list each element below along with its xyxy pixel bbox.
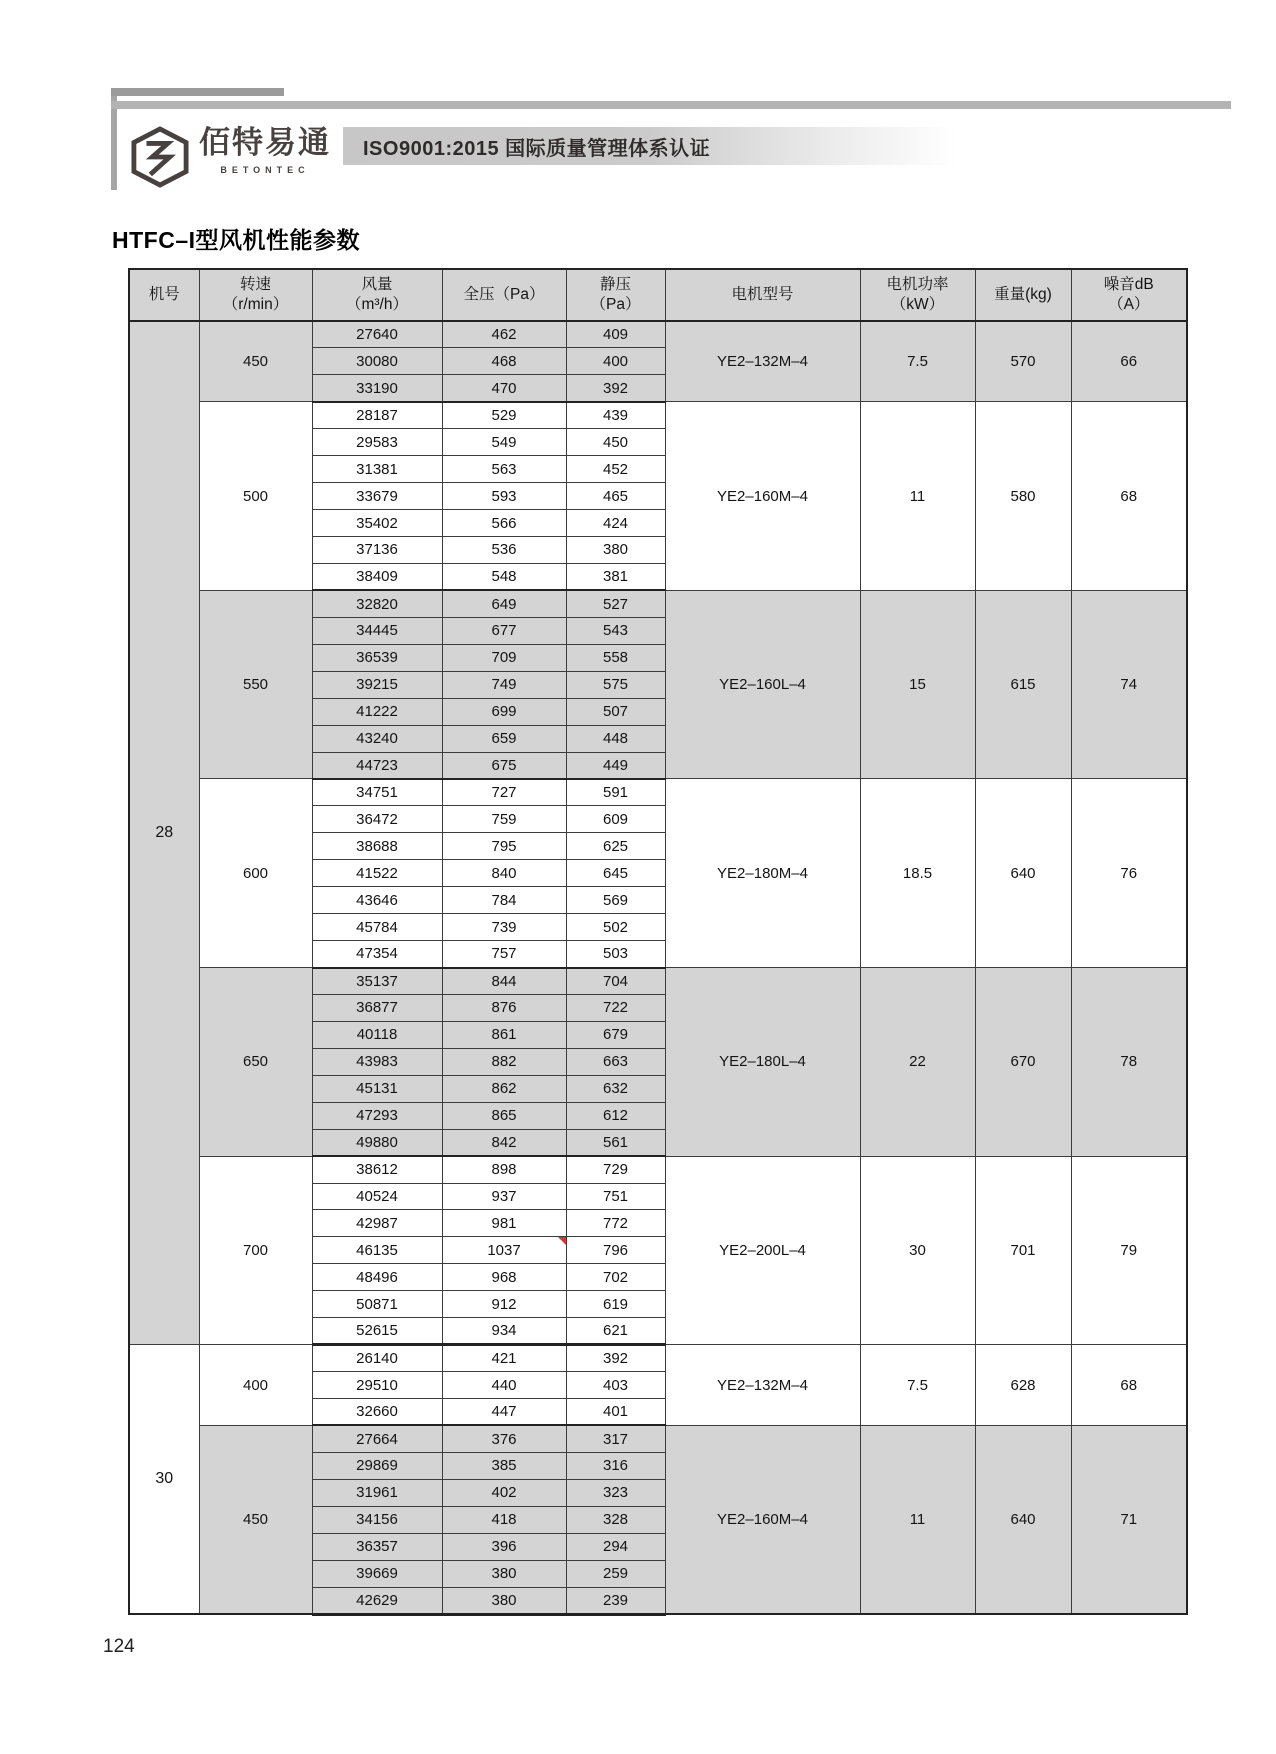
cell-static-pressure: 465 — [566, 483, 665, 510]
cell-total-pressure: 739 — [442, 914, 566, 941]
cell-static-pressure: 401 — [566, 1399, 665, 1426]
cell-airflow: 43646 — [312, 887, 442, 914]
cell-noise: 66 — [1071, 321, 1187, 402]
cell-noise: 68 — [1071, 1345, 1187, 1426]
cell-total-pressure: 549 — [442, 429, 566, 456]
cell-static-pressure: 702 — [566, 1264, 665, 1291]
decorative-bar-long — [111, 101, 1231, 109]
cell-static-pressure: 316 — [566, 1452, 665, 1479]
cell-motor-power: 30 — [860, 1156, 975, 1345]
cell-motor-power: 18.5 — [860, 779, 975, 968]
cell-airflow: 36357 — [312, 1533, 442, 1560]
cell-static-pressure: 632 — [566, 1075, 665, 1102]
cell-static-pressure: 722 — [566, 994, 665, 1021]
cell-static-pressure: 392 — [566, 375, 665, 402]
cell-static-pressure: 625 — [566, 833, 665, 860]
cell-static-pressure: 663 — [566, 1048, 665, 1075]
cell-airflow: 26140 — [312, 1345, 442, 1372]
cell-total-pressure: 385 — [442, 1452, 566, 1479]
cell-static-pressure: 704 — [566, 968, 665, 995]
cell-speed: 650 — [199, 968, 312, 1157]
col-header-weight: 重量(kg) — [975, 269, 1071, 321]
cell-static-pressure: 317 — [566, 1425, 665, 1452]
cell-airflow: 48496 — [312, 1264, 442, 1291]
cell-airflow: 34751 — [312, 779, 442, 806]
cell-airflow: 45131 — [312, 1075, 442, 1102]
cell-total-pressure: 659 — [442, 725, 566, 752]
cell-weight: 570 — [975, 321, 1071, 402]
cell-total-pressure: 795 — [442, 833, 566, 860]
cell-static-pressure: 503 — [566, 941, 665, 968]
cell-airflow: 34445 — [312, 617, 442, 644]
table-row — [129, 1425, 1187, 1452]
cell-weight: 628 — [975, 1345, 1071, 1426]
cell-airflow: 45784 — [312, 914, 442, 941]
col-header-total-pressure: 全压（Pa） — [442, 269, 566, 321]
cell-motor-power: 7.5 — [860, 321, 975, 402]
cell-airflow: 33190 — [312, 375, 442, 402]
cell-noise: 79 — [1071, 1156, 1187, 1345]
cell-total-pressure: 861 — [442, 1021, 566, 1048]
cell-machine-no: 30 — [129, 1345, 199, 1614]
cell-static-pressure: 527 — [566, 590, 665, 617]
cell-static-pressure: 381 — [566, 563, 665, 590]
cell-total-pressure: 844 — [442, 968, 566, 995]
cell-static-pressure: 561 — [566, 1129, 665, 1156]
cell-total-pressure: 934 — [442, 1318, 566, 1345]
cell-airflow: 32820 — [312, 590, 442, 617]
cell-static-pressure: 439 — [566, 402, 665, 429]
cell-airflow: 29510 — [312, 1372, 442, 1399]
cell-total-pressure: 440 — [442, 1372, 566, 1399]
cell-static-pressure: 612 — [566, 1102, 665, 1129]
cell-static-pressure: 502 — [566, 914, 665, 941]
cell-total-pressure: 968 — [442, 1264, 566, 1291]
cell-static-pressure: 575 — [566, 671, 665, 698]
cell-noise: 76 — [1071, 779, 1187, 968]
betontec-logo — [131, 122, 331, 188]
fan-spec-table — [128, 268, 1188, 1616]
table-row — [129, 1345, 1187, 1372]
cell-motor-power: 11 — [860, 402, 975, 591]
cell-motor-model: YE2–160L–4 — [665, 590, 860, 779]
cell-motor-model: YE2–160M–4 — [665, 402, 860, 591]
cell-weight: 640 — [975, 779, 1071, 968]
cell-total-pressure: 749 — [442, 671, 566, 698]
logo-chinese-name: 佰特易通 — [199, 125, 331, 160]
cell-motor-model: YE2–200L–4 — [665, 1156, 860, 1345]
cell-total-pressure: 709 — [442, 644, 566, 671]
cell-total-pressure: 402 — [442, 1479, 566, 1506]
cell-total-pressure: 566 — [442, 510, 566, 537]
cell-total-pressure: 937 — [442, 1183, 566, 1210]
cell-total-pressure: 876 — [442, 994, 566, 1021]
cell-speed: 700 — [199, 1156, 312, 1345]
cell-speed: 550 — [199, 590, 312, 779]
cell-static-pressure: 409 — [566, 321, 665, 348]
cell-static-pressure: 621 — [566, 1318, 665, 1345]
cell-airflow: 27664 — [312, 1425, 442, 1452]
cell-total-pressure: 470 — [442, 375, 566, 402]
cell-total-pressure: 548 — [442, 563, 566, 590]
cell-motor-power: 15 — [860, 590, 975, 779]
cell-total-pressure: 462 — [442, 321, 566, 348]
cell-static-pressure: 424 — [566, 510, 665, 537]
cell-weight: 640 — [975, 1425, 1071, 1614]
cell-static-pressure: 323 — [566, 1479, 665, 1506]
cell-static-pressure: 259 — [566, 1560, 665, 1587]
cell-static-pressure: 558 — [566, 644, 665, 671]
cell-noise: 74 — [1071, 590, 1187, 779]
cell-static-pressure: 619 — [566, 1291, 665, 1318]
cell-total-pressure: 421 — [442, 1345, 566, 1372]
cell-total-pressure: 727 — [442, 779, 566, 806]
cell-total-pressure: 468 — [442, 348, 566, 375]
cell-static-pressure: 609 — [566, 806, 665, 833]
cell-airflow: 34156 — [312, 1506, 442, 1533]
cell-speed: 450 — [199, 1425, 312, 1614]
cell-airflow: 27640 — [312, 321, 442, 348]
cell-airflow: 38612 — [312, 1156, 442, 1183]
cell-total-pressure: 699 — [442, 698, 566, 725]
cell-static-pressure: 328 — [566, 1506, 665, 1533]
col-header-machine-no: 机号 — [129, 269, 199, 321]
cell-static-pressure: 294 — [566, 1533, 665, 1560]
table-row — [129, 779, 1187, 806]
cell-total-pressure: 784 — [442, 887, 566, 914]
cell-speed: 500 — [199, 402, 312, 591]
iso-certification-text: ISO9001:2015 国际质量管理体系认证 — [363, 137, 711, 160]
cell-airflow: 29583 — [312, 429, 442, 456]
cell-static-pressure: 450 — [566, 429, 665, 456]
cell-airflow: 44723 — [312, 752, 442, 779]
cell-total-pressure: 882 — [442, 1048, 566, 1075]
cell-total-pressure: 418 — [442, 1506, 566, 1533]
cell-static-pressure: 543 — [566, 617, 665, 644]
cell-static-pressure: 400 — [566, 348, 665, 375]
cell-airflow: 37136 — [312, 537, 442, 564]
cell-airflow: 42629 — [312, 1587, 442, 1614]
cell-airflow: 41222 — [312, 698, 442, 725]
cell-noise: 71 — [1071, 1425, 1187, 1614]
cell-weight: 701 — [975, 1156, 1071, 1345]
cell-static-pressure: 449 — [566, 752, 665, 779]
cell-static-pressure: 507 — [566, 698, 665, 725]
cell-total-pressure: 981 — [442, 1210, 566, 1237]
cell-airflow: 42987 — [312, 1210, 442, 1237]
cell-total-pressure: 677 — [442, 617, 566, 644]
cell-total-pressure: 563 — [442, 456, 566, 483]
col-header-noise: 噪音dB （A） — [1071, 269, 1187, 321]
page-title: HTFC–I型风机性能参数 — [112, 227, 360, 253]
cell-total-pressure: 593 — [442, 483, 566, 510]
table-row — [129, 590, 1187, 617]
cell-motor-model: YE2–132M–4 — [665, 321, 860, 402]
cell-airflow: 40118 — [312, 1021, 442, 1048]
cell-static-pressure: 392 — [566, 1345, 665, 1372]
table-row — [129, 402, 1187, 429]
betontec-logo-text — [199, 122, 331, 175]
cell-static-pressure: 729 — [566, 1156, 665, 1183]
cell-total-pressure: 840 — [442, 860, 566, 887]
cell-total-pressure: 675 — [442, 752, 566, 779]
cell-airflow: 43983 — [312, 1048, 442, 1075]
betontec-logo-icon — [131, 126, 189, 188]
cell-total-pressure: 898 — [442, 1156, 566, 1183]
table-body — [129, 321, 1187, 1614]
cell-airflow: 33679 — [312, 483, 442, 510]
cell-speed: 400 — [199, 1345, 312, 1426]
cell-motor-model: YE2–132M–4 — [665, 1345, 860, 1426]
col-header-airflow: 风量 （m³/h） — [312, 269, 442, 321]
cell-static-pressure: 448 — [566, 725, 665, 752]
cell-total-pressure: 447 — [442, 1399, 566, 1426]
cell-total-pressure: 862 — [442, 1075, 566, 1102]
col-header-motor-model: 电机型号 — [665, 269, 860, 321]
cell-machine-no: 28 — [129, 321, 199, 1345]
cell-total-pressure: 380 — [442, 1587, 566, 1614]
cell-airflow: 39669 — [312, 1560, 442, 1587]
page-number: 124 — [103, 1636, 135, 1657]
cell-airflow: 29869 — [312, 1452, 442, 1479]
iso-certification-banner — [343, 127, 957, 165]
cell-static-pressure: 569 — [566, 887, 665, 914]
cell-airflow: 32660 — [312, 1399, 442, 1426]
decorative-bar-short — [111, 88, 284, 96]
cell-total-pressure: 757 — [442, 941, 566, 968]
cell-static-pressure: 645 — [566, 860, 665, 887]
cell-airflow: 50871 — [312, 1291, 442, 1318]
cell-airflow: 30080 — [312, 348, 442, 375]
cell-airflow: 38409 — [312, 563, 442, 590]
cell-weight: 670 — [975, 968, 1071, 1157]
table-row — [129, 1156, 1187, 1183]
cell-motor-model: YE2–180M–4 — [665, 779, 860, 968]
cell-airflow: 39215 — [312, 671, 442, 698]
cell-static-pressure: 452 — [566, 456, 665, 483]
cell-total-pressure: 912 — [442, 1291, 566, 1318]
cell-total-pressure: 649 — [442, 590, 566, 617]
cell-airflow: 36877 — [312, 994, 442, 1021]
cell-speed: 450 — [199, 321, 312, 402]
cell-motor-power: 11 — [860, 1425, 975, 1614]
cell-weight: 580 — [975, 402, 1071, 591]
cell-total-pressure: 396 — [442, 1533, 566, 1560]
cell-airflow: 31381 — [312, 456, 442, 483]
cell-static-pressure: 380 — [566, 537, 665, 564]
cell-airflow: 40524 — [312, 1183, 442, 1210]
cell-motor-power: 7.5 — [860, 1345, 975, 1426]
cell-total-pressure: 529 — [442, 402, 566, 429]
cell-static-pressure: 403 — [566, 1372, 665, 1399]
cell-static-pressure: 796 — [566, 1237, 665, 1264]
cell-airflow: 49880 — [312, 1129, 442, 1156]
cell-total-pressure: 536 — [442, 537, 566, 564]
cell-airflow: 41522 — [312, 860, 442, 887]
cell-noise: 78 — [1071, 968, 1187, 1157]
cell-total-pressure: 380 — [442, 1560, 566, 1587]
cell-airflow: 46135 — [312, 1237, 442, 1264]
table-header-row — [129, 269, 1187, 321]
cell-airflow: 47354 — [312, 941, 442, 968]
cell-static-pressure: 239 — [566, 1587, 665, 1614]
col-header-speed: 转速 （r/min） — [199, 269, 312, 321]
cell-airflow: 36472 — [312, 806, 442, 833]
table-row — [129, 968, 1187, 995]
table-row — [129, 321, 1187, 348]
cell-weight: 615 — [975, 590, 1071, 779]
cell-static-pressure: 772 — [566, 1210, 665, 1237]
cell-noise: 68 — [1071, 402, 1187, 591]
cell-static-pressure: 679 — [566, 1021, 665, 1048]
cell-total-pressure: 865 — [442, 1102, 566, 1129]
cell-airflow: 47293 — [312, 1102, 442, 1129]
cell-speed: 600 — [199, 779, 312, 968]
cell-motor-power: 22 — [860, 968, 975, 1157]
cell-airflow: 43240 — [312, 725, 442, 752]
cell-airflow: 35137 — [312, 968, 442, 995]
cell-airflow: 31961 — [312, 1479, 442, 1506]
cell-airflow: 38688 — [312, 833, 442, 860]
cell-total-pressure: 376 — [442, 1425, 566, 1452]
cell-motor-model: YE2–160M–4 — [665, 1425, 860, 1614]
cell-total-pressure: 1037 — [442, 1237, 566, 1264]
cell-motor-model: YE2–180L–4 — [665, 968, 860, 1157]
cell-airflow: 28187 — [312, 402, 442, 429]
col-header-motor-power: 电机功率 （kW） — [860, 269, 975, 321]
cell-airflow: 52615 — [312, 1318, 442, 1345]
logo-english-name: BETONTEC — [220, 164, 310, 175]
cell-airflow: 35402 — [312, 510, 442, 537]
col-header-static-pressure: 静压 （Pa） — [566, 269, 665, 321]
cell-static-pressure: 751 — [566, 1183, 665, 1210]
cell-static-pressure: 591 — [566, 779, 665, 806]
cell-total-pressure: 842 — [442, 1129, 566, 1156]
cell-total-pressure: 759 — [442, 806, 566, 833]
cell-airflow: 36539 — [312, 644, 442, 671]
